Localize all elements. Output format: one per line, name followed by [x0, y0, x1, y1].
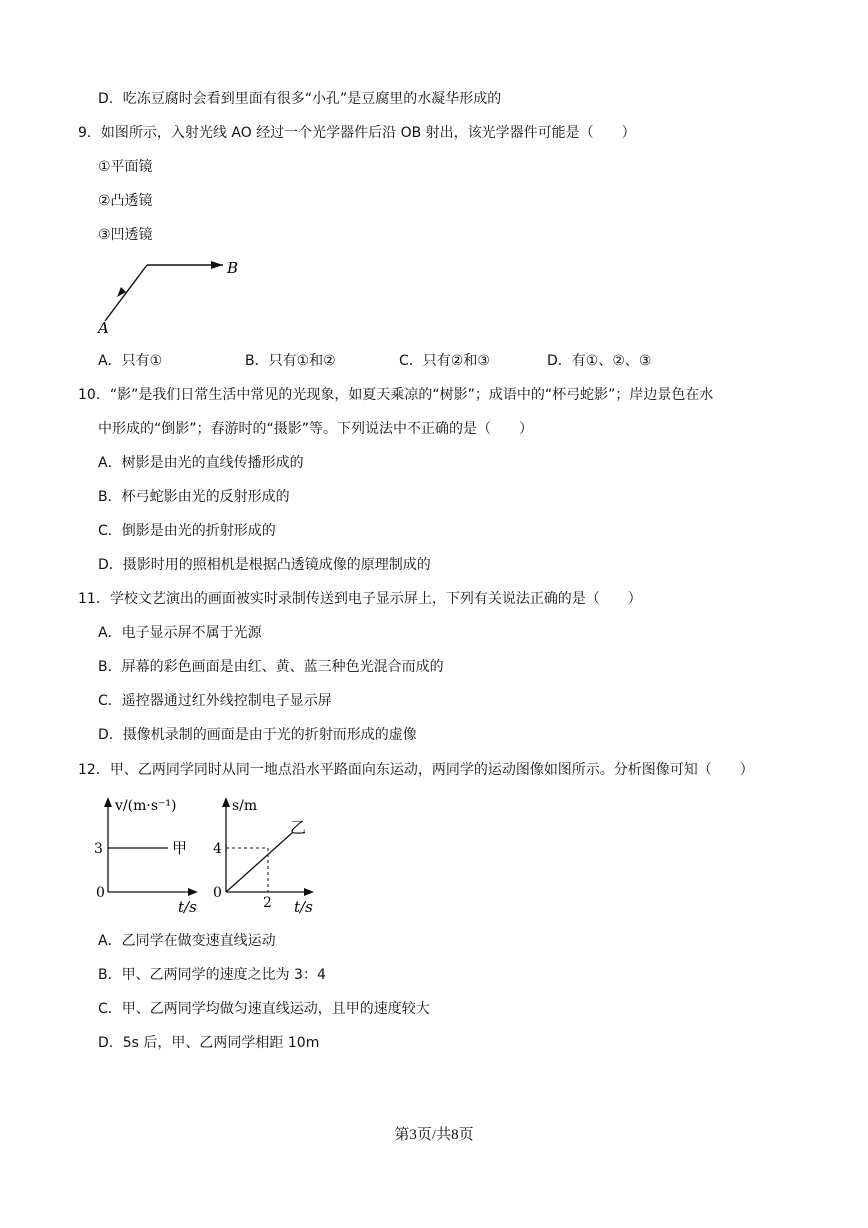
q10-option-c: C．倒影是由光的折射形成的 — [98, 523, 276, 539]
q9-item-1: ①平面镜 — [98, 159, 153, 175]
st-xlabel: t/s — [294, 898, 313, 916]
question-12-stem: 12．甲、乙两同学同时从同一地点沿水平路面向东运动，两同学的运动图像如图所示。分析图像可知（ ） — [78, 762, 754, 778]
vt-ylabel: v/(m·s⁻¹) — [115, 798, 177, 814]
q9-label-a: A — [98, 319, 109, 337]
q11-option-a: A．电子显示屏不属于光源 — [98, 625, 262, 641]
q9-item-2: ②凸透镜 — [98, 193, 153, 209]
st-series-label: 乙 — [290, 818, 307, 837]
q12-option-c: C．甲、乙两同学均做匀速直线运动，且甲的速度较大 — [98, 1001, 430, 1017]
q9-option-a: A．只有① — [98, 353, 163, 369]
question-9-stem: 9．如图所示，入射光线 AO 经过一个光学器件后沿 OB 射出，该光学器件可能是（ ） — [78, 125, 636, 141]
page-footer: 第3页/共8页 — [394, 1127, 474, 1143]
vt-series-label: 甲 — [172, 839, 188, 857]
st-x-tick-2: 2 — [263, 895, 272, 911]
vt-xlabel: t/s — [178, 898, 197, 916]
q11-option-d: D．摄像机录制的画面是由于光的折射而形成的虚像 — [98, 727, 417, 743]
q12-option-b: B．甲、乙两同学的速度之比为 3：4 — [98, 967, 326, 983]
st-ylabel: s/m — [232, 798, 258, 814]
q12-option-a: A．乙同学在做变速直线运动 — [98, 933, 276, 949]
q9-option-d: D．有①、②、③ — [547, 353, 652, 369]
q10-option-d: D．摄影时用的照相机是根据凸透镜成像的原理制成的 — [98, 557, 431, 573]
q12-vt-graph — [90, 795, 210, 917]
q10-option-b: B．杯弓蛇影由光的反射形成的 — [98, 489, 290, 505]
q12-option-d: D．5s 后，甲、乙两同学相距 10m — [98, 1035, 320, 1051]
question-10-stem-line1: 10．“影”是我们日常生活中常见的光现象，如夏天乘凉的“树影”；成语中的“杯弓蛇影”；岸边景色在水 — [78, 387, 714, 403]
q11-option-b: B．屏幕的彩色画面是由红、黄、蓝三种色光混合而成的 — [98, 659, 444, 675]
vt-origin: 0 — [96, 885, 105, 901]
question-10-stem-line2: 中形成的“倒影”；春游时的“摄影”等。下列说法中不正确的是（ ） — [98, 421, 534, 437]
q9-item-3: ③凹透镜 — [98, 227, 153, 243]
q11-option-c: C．遥控器通过红外线控制电子显示屏 — [98, 693, 332, 709]
q10-option-a: A．树影是由光的直线传播形成的 — [98, 455, 304, 471]
vt-y-tick-3: 3 — [94, 841, 103, 857]
question-11-stem: 11．学校文艺演出的画面被实时录制传送到电子显示屏上，下列有关说法正确的是（ ） — [78, 591, 642, 607]
q9-option-b: B．只有①和② — [245, 353, 336, 369]
st-y-tick-4: 4 — [213, 841, 222, 857]
q9-option-c: C．只有②和③ — [399, 353, 490, 369]
st-origin: 0 — [213, 885, 222, 901]
q9-options — [98, 351, 651, 371]
option-d-previous: D．吃冻豆腐时会看到里面有很多“小孔”是豆腐里的水凝华形成的 — [98, 91, 502, 107]
q12-st-graph — [210, 795, 330, 917]
q9-label-b: B — [227, 259, 239, 277]
q9-ray-figure — [95, 255, 255, 337]
